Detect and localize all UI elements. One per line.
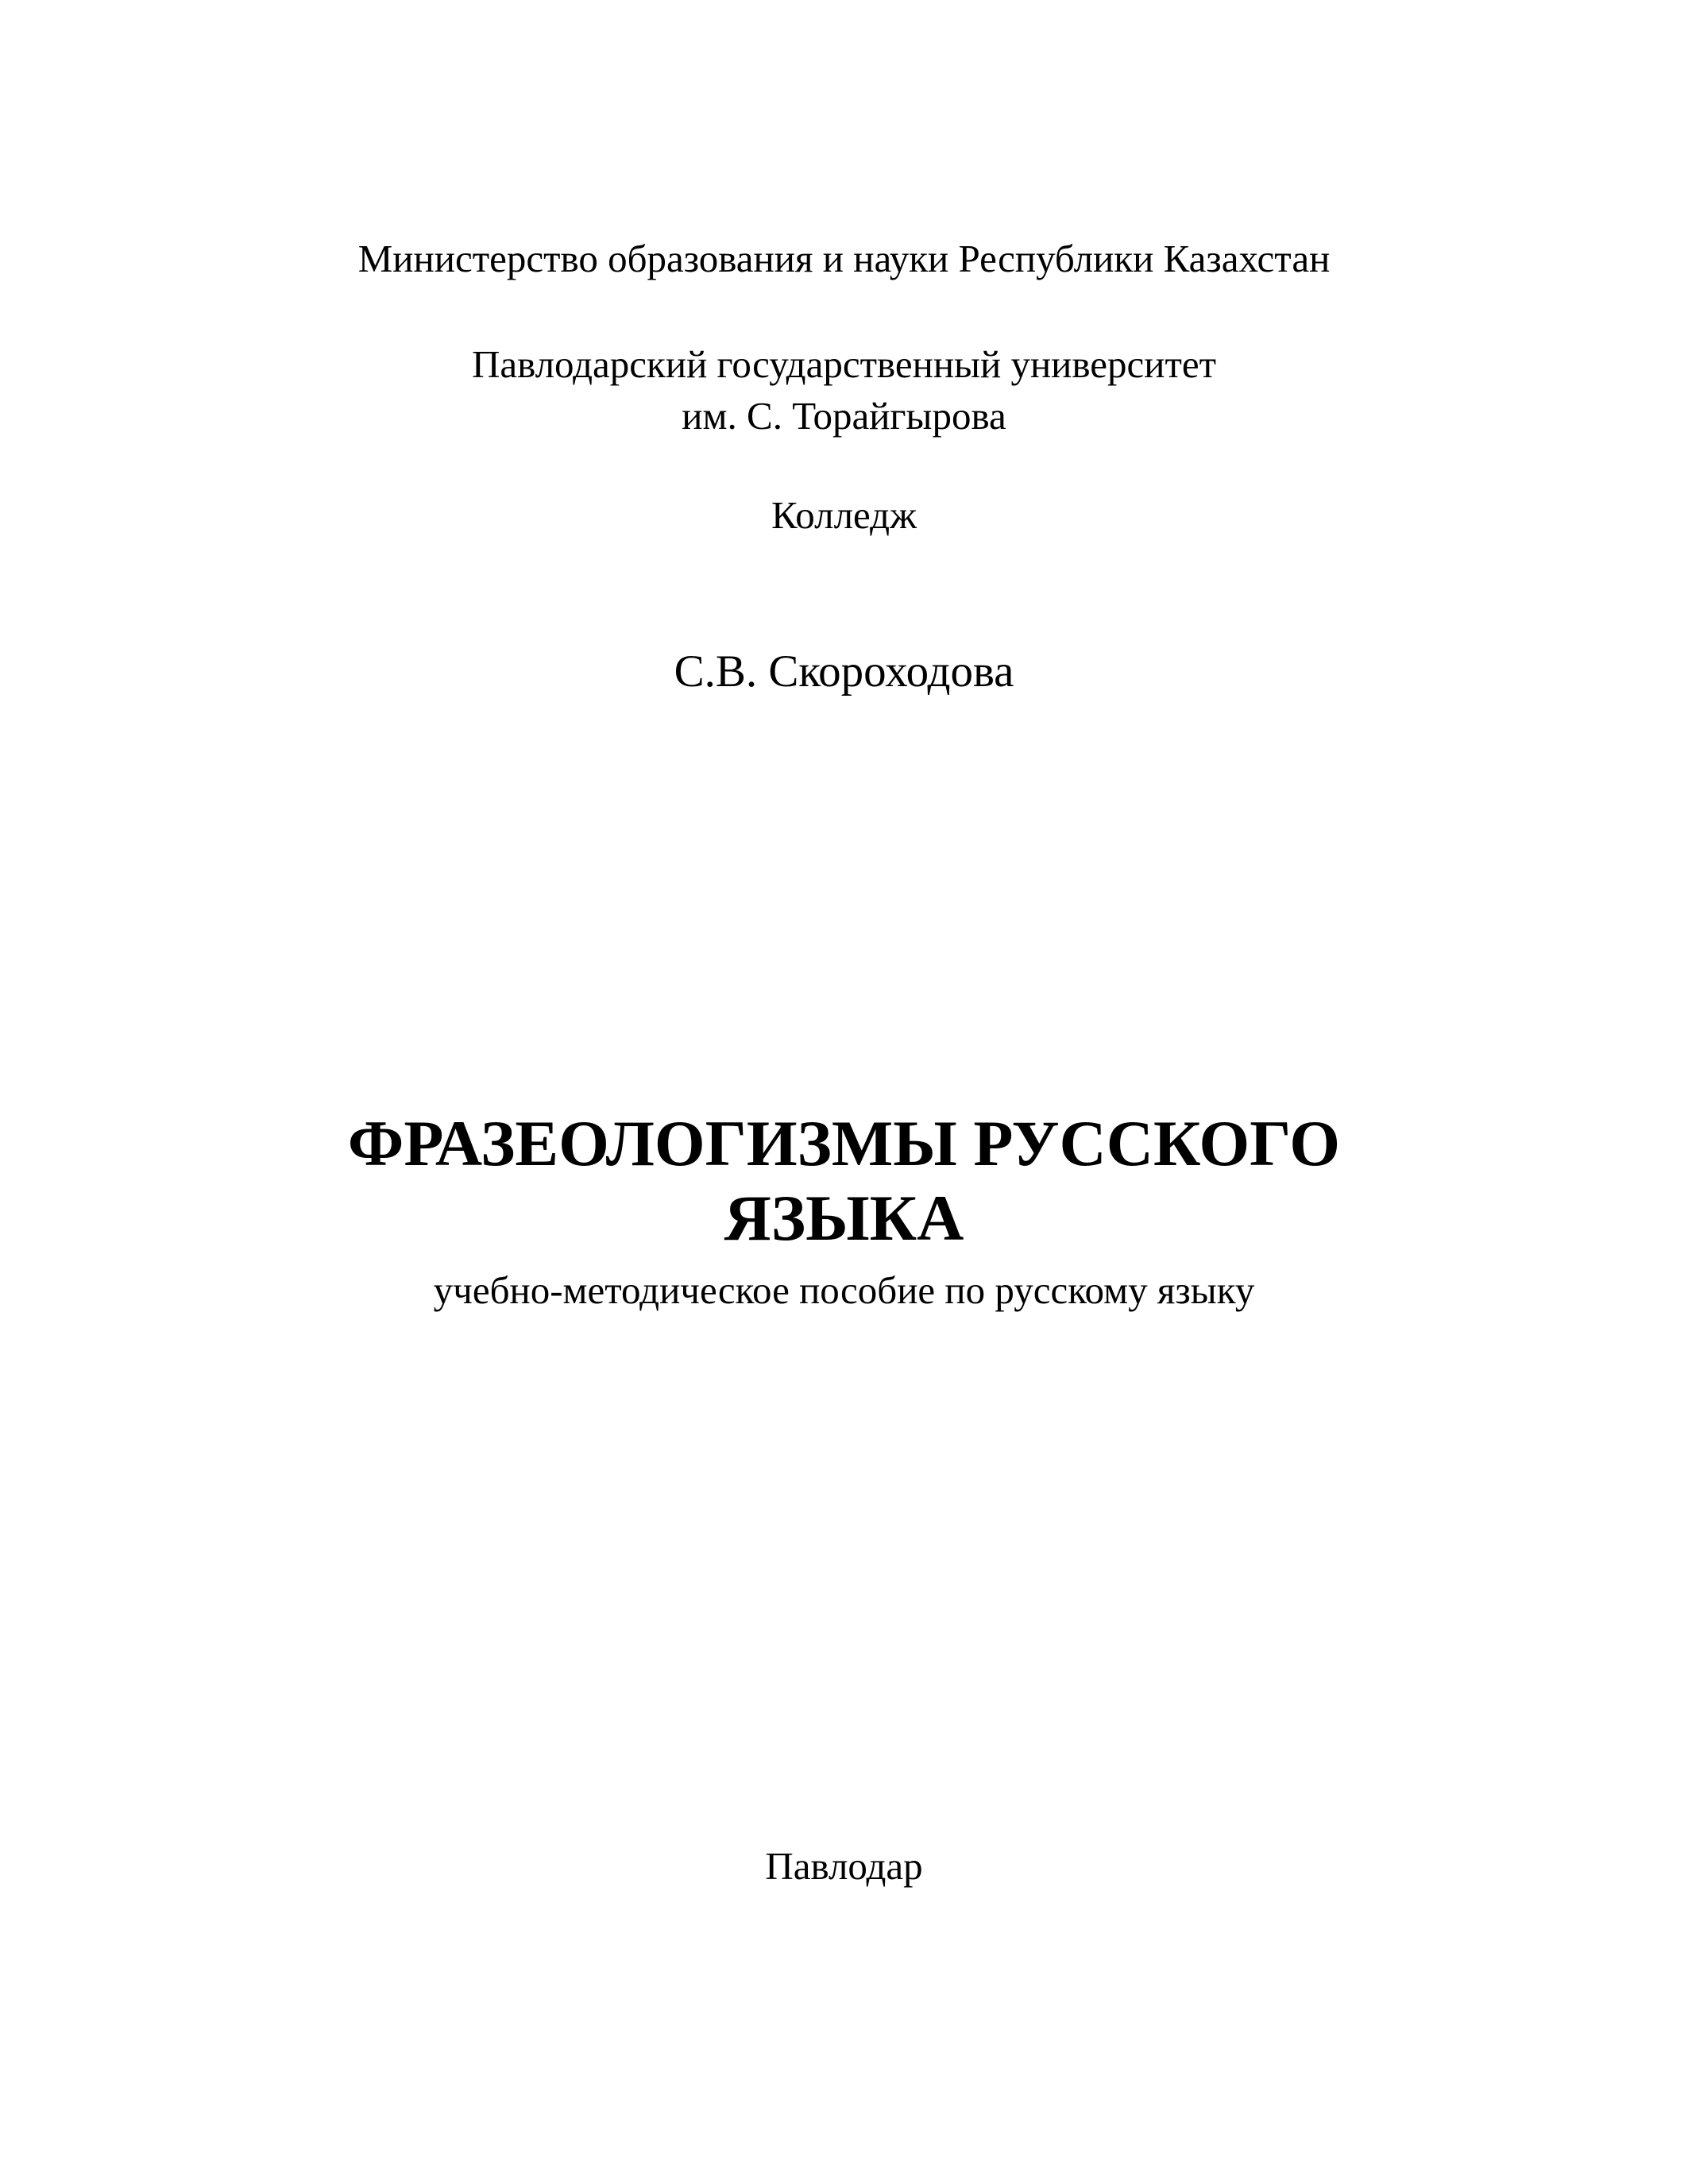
book-title-line1: ФРАЗЕОЛОГИЗМЫ РУССКОГО [347,1107,1341,1179]
publication-city: Павлодар [765,1844,923,1888]
college-name: Колледж [771,493,917,537]
book-subtitle: учебно-методическое пособие по русскому языку [433,1268,1255,1312]
ministry-name: Министерство образования и науки Республики Казахстан [357,237,1331,280]
book-title-line2: ЯЗЫКА [724,1182,964,1254]
university-name-line2: им. С. Торайгырова [682,394,1006,438]
author-name: С.В. Скороходова [674,646,1014,696]
university-name-line1: Павлодарский государственный университет [471,342,1217,386]
